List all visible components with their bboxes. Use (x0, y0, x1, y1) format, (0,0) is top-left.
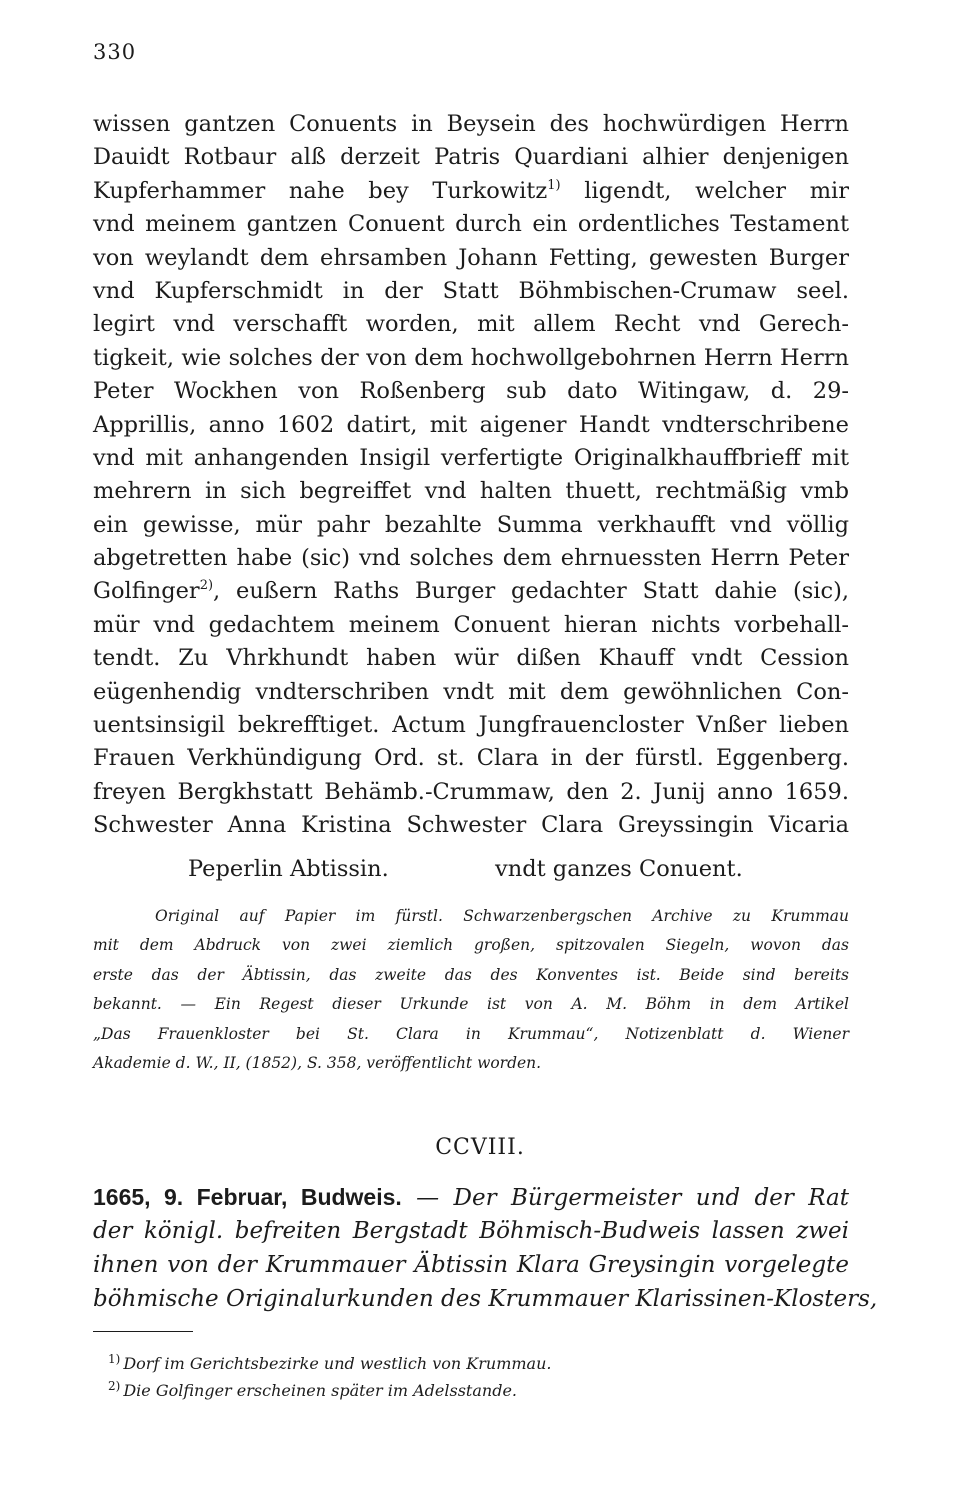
regest-line: der königl. befreiten Bergstadt Böhmisch-Budweis lassen zwei (93, 1218, 849, 1244)
body-line: freyen Bergkhstatt Behämb.-Crummaw, den 2. Junij anno 1659. (93, 778, 849, 805)
note-line: mit dem Abdruck von zwei ziemlich großen, spitzovalen Siegeln, wovon das (93, 936, 849, 955)
body-line: vnd Kupferschmidt in der Statt Böhmbischen-Crumaw seel. (93, 277, 849, 304)
body-line: legirt vnd verschafft worden, mit allem Recht vnd Gerech- (93, 311, 849, 338)
archival-note (93, 902, 849, 1078)
note-line: erste das der Äbtissin, das zweite das des Konventes ist. Beide sind bereits (93, 965, 849, 984)
footnote-2 (108, 1377, 808, 1404)
regest-line: ihnen von der Krummauer Äbtissin Klara Greysingin vorgelegte (93, 1252, 849, 1278)
body-line: abgetretten habe (sic) vnd solches dem ehrnuessten Herrn Peter (93, 545, 849, 572)
footnote-reference-1: 1) (547, 177, 561, 193)
footnote-1 (108, 1350, 808, 1377)
body-line: von weylandt dem ehrsamben Johann Fetting, gewesten Burger (93, 244, 849, 271)
note-line: „Das Frauenkloster bei St. Clara in Krummau“, Notizenblatt d. Wiener (93, 1024, 849, 1043)
footnote-mark: 1) (108, 1352, 121, 1366)
signature-abbess: Peperlin Abtissin. (188, 856, 389, 882)
body-line: Dauidt Rotbaur alß derzeit Patris Quardiani alhier denjenigen (93, 144, 849, 171)
note-line: Akademie d. W., II, (1852), S. 358, veröffentlicht worden. (93, 1053, 542, 1072)
body-line-text: ligendt, welcher mir (584, 177, 849, 204)
note-line: bekannt. — Ein Regest dieser Urkunde ist von A. M. Böhm in dem Artikel (93, 995, 849, 1014)
regest (93, 1180, 878, 1316)
body-line (93, 175, 849, 208)
regest-heading: 1665, 9. Februar, Budweis. (93, 1184, 402, 1210)
footnotes (108, 1350, 808, 1404)
body-line-text: Kupferhammer nahe bey Turkowitz (93, 177, 548, 204)
footnote-divider (93, 1331, 193, 1332)
footnote-text: Die Golfinger erscheinen später im Adelsstande. (123, 1381, 517, 1400)
regest-line-text: — Der Bürgermeister und der Rat (416, 1185, 849, 1211)
regest-line (93, 1180, 849, 1214)
body-line: Apprillis, anno 1602 datirt, mit aigener Handt vndterschribene (93, 411, 849, 438)
regest-line: böhmische Originalurkunden des Krummauer Klarissinen-Klosters, (93, 1286, 878, 1312)
body-line: uentsinsigil bekrefftiget. Actum Jungfrauencloster Vnßer lieben (93, 712, 849, 739)
body-line: ein gewisse, mür pahr bezahlte Summa verkhaufft vnd völlig (93, 511, 849, 538)
signature-convent: vndt ganzes Conuent. (495, 856, 743, 882)
footnote-text: Dorf im Gerichtsbezirke und westlich von Krummau. (123, 1354, 552, 1373)
body-line: vnd mit anhangenden Insigil verfertigte Originalkhauffbrieff mit (93, 444, 849, 471)
body-line: wissen gantzen Conuents in Beysein des hochwürdigen Herrn (93, 111, 849, 137)
body-line: vnd meinem gantzen Conuent durch ein ordentliches Testament (93, 211, 849, 238)
document-body (93, 108, 849, 843)
body-line: tendt. Zu Vhrkhundt haben wür dißen Khauff vndt Cession (93, 645, 849, 672)
page-number: 330 (93, 40, 137, 64)
document-number: CCVIII. (435, 1135, 525, 1160)
body-line: Schwester Anna Kristina Schwester Clara Greyssingin Vicaria (93, 812, 849, 839)
note-line: Original auf Papier im fürstl. Schwarzenbergschen Archive zu Krummau (155, 907, 849, 925)
body-line: mehrern in sich begreiffet vnd halten thuett, rechtmäßig vmb (93, 478, 849, 505)
body-line (93, 575, 849, 608)
body-line: tigkeit, wie solches der von dem hochwollgebohrnen Herrn Herrn (93, 344, 849, 371)
body-line-text: Golfinger (93, 578, 200, 605)
body-line-text: , eußern Raths Burger gedachter Statt dahie (sic), (213, 578, 849, 605)
footnote-mark: 2) (108, 1379, 121, 1393)
body-line: eügenhendig vndterschriben vndt mit dem gewöhnlichen Con- (93, 678, 849, 705)
footnote-reference-2: 2) (199, 578, 214, 594)
body-line: Peter Wockhen von Roßenberg sub dato Witingaw, d. 29- (93, 378, 849, 405)
body-line: Frauen Verkhündigung Ord. st. Clara in der fürstl. Eggenberg. (93, 745, 849, 772)
body-line: mür vnd gedachtem meinem Conuent hieran nichts vorbehall- (93, 611, 849, 638)
